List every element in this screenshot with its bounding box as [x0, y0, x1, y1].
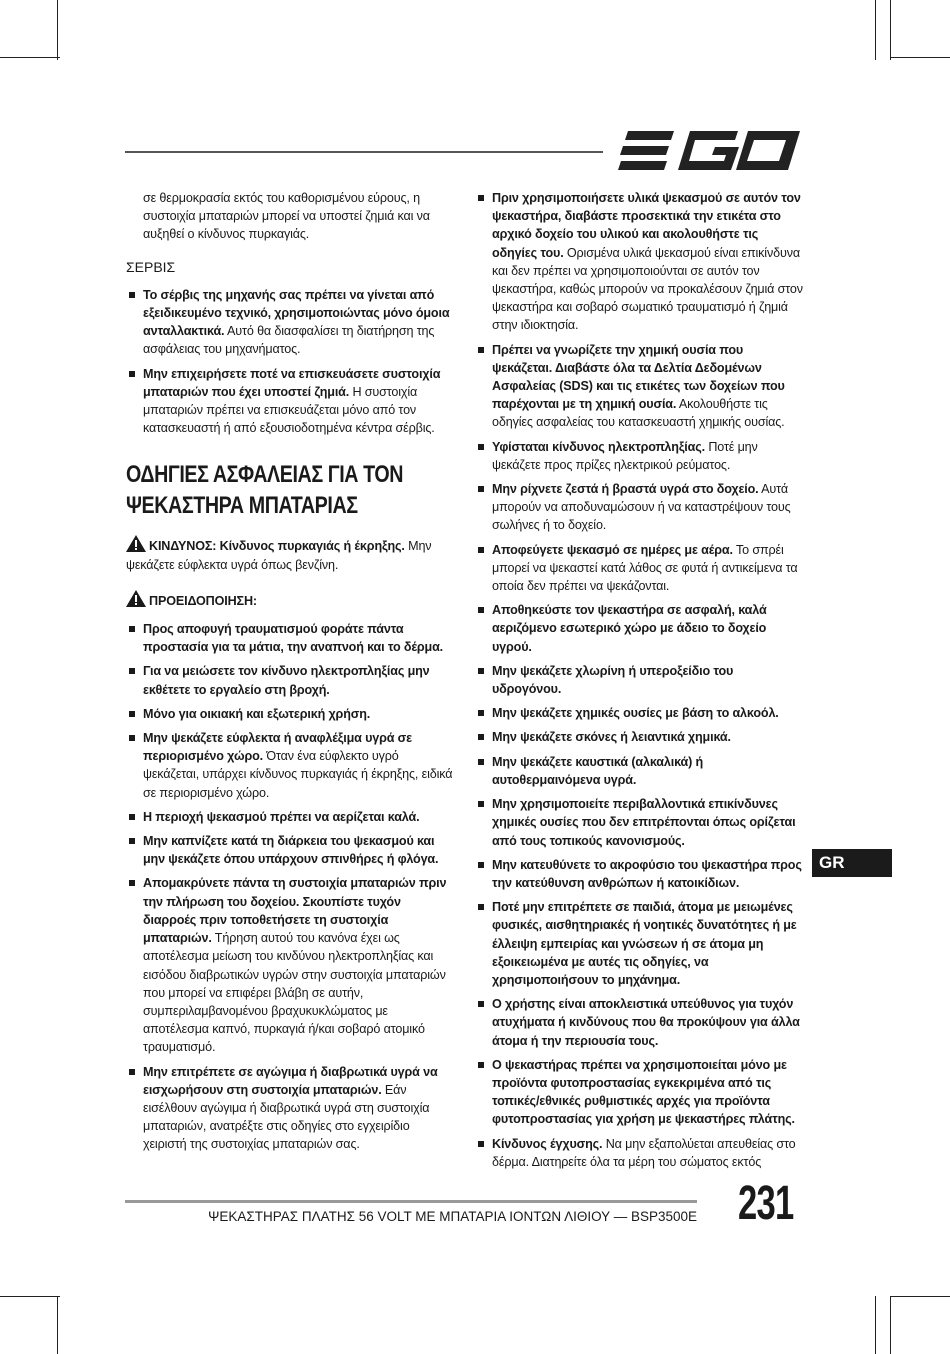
list-item: Προς αποφυγή τραυματισμού φοράτε πάντα προστασία για τα μάτια, την αναπνοή και το δέρμα.: [126, 620, 456, 656]
bullet-icon: [478, 607, 484, 613]
bullet-icon: [478, 347, 484, 353]
list-item: Απομακρύνετε πάντα τη συστοιχία μπαταριών πριν την πλήρωση του δοχείου. Σκουπίστε τυχόν διαρροές πριν τοποθετήσετε τη συστοιχία μπαταριών. Τήρηση αυτού του κανόνα έχει ως αποτέλεσμα μείωση του κινδύνου ηλεκτροπληξίας και εισόδου διαβρωτικών υγρών στην συστοιχία μπαταριών που μπορεί να επιφέρει βλάβη σε αυτήν, συμπεριλαμβανομένου βραχυκυκλώματος με αποτέλεσμα καπνό, πυρκαγιά ή/και σοβαρό ατομικό τραυματισμό.: [126, 874, 456, 1056]
list-item: Μην ψεκάζετε χημικές ουσίες με βάση το αλκοόλ.: [475, 704, 805, 722]
left-column: [126, 189, 456, 1160]
bullet-icon: [478, 759, 484, 765]
list-item: Μην επιχειρήσετε ποτέ να επισκευάσετε συστοιχία μπαταριών που έχει υποστεί ζημιά. Η συστοιχία μπαταριών πρέπει να επισκευάζεται μόνο από τον κατασκευαστή ή από εξουσιοδοτημένα κέντρα σέρβις.: [126, 365, 456, 438]
page-number: 231: [738, 1177, 794, 1230]
list-item: Η περιοχή ψεκασμού πρέπει να αερίζεται καλά.: [126, 808, 456, 826]
list-item: Μόνο για οικιακή και εξωτερική χρήση.: [126, 705, 456, 723]
intro-paragraph: σε θερμοκρασία εκτός του καθορισμένου εύρους, η συστοιχία μπαταριών μπορεί να υποστεί ζημιά και να αυξηθεί ο κίνδυνος πυρκαγιάς.: [143, 191, 430, 242]
warning-triangle-icon: [126, 535, 146, 552]
list-item: Το σέρβις της μηχανής σας πρέπει να γίνεται από εξειδικευμένο τεχνικό, χρησιμοποιώντας μόνο όμοια ανταλλακτικά. Αυτό θα διασφαλίσει τη διατήρηση της ασφάλειας του μηχανήματος.: [126, 286, 456, 359]
list-item: Κίνδυνος έγχυσης. Να μην εξαπολύεται απευθείας στο δέρμα. Διατηρείτε όλα τα μέρη του σώματος εκτός: [475, 1135, 805, 1171]
warning-triangle-icon: [126, 590, 146, 607]
footer-rule: [125, 1200, 697, 1203]
bullet-icon: [129, 880, 135, 886]
crop-mark: [890, 1296, 891, 1354]
header-rule: [125, 151, 603, 153]
list-item: Μην κατευθύνετε το ακροφύσιο του ψεκαστήρα προς την κατεύθυνση ανθρώπων ή κατοικίδιων.: [475, 856, 805, 892]
bullet-icon: [478, 801, 484, 807]
danger-notice: ΚΙΝΔΥΝΟΣ: Κίνδυνος πυρκαγιάς ή έκρηξης. Μην ψεκάζετε εύφλεκτα υγρά όπως βενζίνη.: [126, 535, 456, 573]
list-item: Μην χρησιμοποιείτε περιβαλλοντικά επικίνδυνες χημικές ουσίες που δεν επιτρέπονται όπως ορίζεται από τους τοπικούς κανονισμούς.: [475, 795, 805, 850]
language-tab: GR: [812, 849, 892, 877]
warning-header: ΠΡΟΕΙΔΟΠΟΙΗΣΗ:: [126, 590, 456, 610]
bullet-icon: [478, 1062, 484, 1068]
list-item: Ποτέ μην επιτρέπετε σε παιδιά, άτομα με μειωμένες φυσικές, αισθητηριακές ή νοητικές δυνατότητες ή με έλλειψη εμπειρίας και γνώσεων ή σε άτομα μη εξοικειωμένα με αυτές τις οδηγίες, να χρησιμοποιήσουν το μηχάνημα.: [475, 898, 805, 989]
bullet-icon: [129, 371, 135, 377]
list-item: Αποθηκεύστε τον ψεκαστήρα σε ασφαλή, καλά αεριζόμενο εσωτερικό χώρο με άδειο το δοχείο υγρού.: [475, 601, 805, 656]
bullet-icon: [478, 862, 484, 868]
right-column: [475, 189, 805, 1177]
crop-mark: [875, 1296, 876, 1354]
brand-logo: [618, 131, 800, 171]
list-item: Πρέπει να γνωρίζετε την χημική ουσία που ψεκάζεται. Διαβάστε όλα τα Δελτία Δεδομένων Ασφαλείας (SDS) και τις ετικέτες των δοχείων που παρέχονται με τη χημική ουσία. Ακολουθήστε τις οδηγίες ασφαλείας του κατασκευαστή χημικής ουσίας.: [475, 341, 805, 432]
service-heading: ΣΕΡΒΙΣ: [126, 258, 176, 275]
bullet-icon: [478, 1001, 484, 1007]
list-item: Μην ψεκάζετε σκόνες ή λειαντικά χημικά.: [475, 728, 805, 746]
bullet-icon: [478, 444, 484, 450]
bullet-icon: [129, 838, 135, 844]
bullet-icon: [478, 668, 484, 674]
bullet-icon: [478, 734, 484, 740]
list-item: Μην καπνίζετε κατά τη διάρκεια του ψεκασμού και μην ψεκάζετε όπου υπάρχουν σπινθήρες ή φλόγα.: [126, 832, 456, 868]
service-list: [126, 286, 456, 438]
bullet-icon: [478, 195, 484, 201]
bullet-icon: [478, 904, 484, 910]
warning-list: [126, 620, 456, 1153]
list-item: Ο χρήστης είναι αποκλειστικά υπεύθυνος για τυχόν ατυχήματα ή κινδύνους που θα προκύψουν για άλλα άτομα ή την περιουσία τους.: [475, 995, 805, 1050]
footer-title: ΨΕΚΑΣΤΗΡΑΣ ΠΛΑΤΗΣ 56 VOLT ΜΕ ΜΠΑΤΑΡΙΑ ΙΟΝΤΩΝ ΛΙΘΙΟΥ — BSP3500E: [208, 1209, 697, 1224]
bullet-icon: [129, 1069, 135, 1075]
crop-mark: [890, 1296, 950, 1297]
bullet-icon: [478, 1141, 484, 1147]
bullet-icon: [478, 486, 484, 492]
bullet-icon: [129, 292, 135, 298]
bullet-icon: [129, 814, 135, 820]
crop-mark: [890, 0, 891, 60]
list-item: Πριν χρησιμοποιήσετε υλικά ψεκασμού σε αυτόν τον ψεκαστήρα, διαβάστε προσεκτικά την ετικέτα στο αρχικό δοχείο του υλικού και ακολουθήστε τις οδηγίες του. Ορισμένα υλικά ψεκασμού είναι επικίνδυνα και δεν πρέπει να χρησιμοποιούνται σε αυτόν τον ψεκαστήρα, καθώς μπορούν να προκαλέσουν ζημιά στον ψεκαστήρα και σοβαρό σωματικό τραυματισμό ή ζημιά στην ιδιοκτησία.: [475, 189, 805, 335]
bullet-icon: [129, 626, 135, 632]
crop-mark: [57, 1296, 58, 1354]
crop-mark: [890, 57, 950, 58]
section-title: ΟΔΗΓΙΕΣ ΑΣΦΑΛΕΙΑΣ ΓΙΑ ΤΟΝ ΨΕΚΑΣΤΗΡΑ ΜΠΑΤΑΡΙΑΣ: [126, 461, 404, 520]
bullet-icon: [478, 710, 484, 716]
bullet-icon: [129, 735, 135, 741]
crop-mark: [0, 1296, 60, 1297]
list-item: Αποφεύγετε ψεκασμό σε ημέρες με αέρα. Το σπρέι μπορεί να ψεκαστεί κατά λάθος σε φυτά ή αντικείμενα τα οποία δεν πρέπει να ψεκάζονται.: [475, 541, 805, 596]
list-item: Ο ψεκαστήρας πρέπει να χρησιμοποιείται μόνο με προϊόντα φυτοπροστασίας εγκεκριμένα από τις τοπικές/εθνικές ρυθμιστικές αρχές για προϊόντα φυτοπροστασίας για χρήση με ψεκαστήρες πλάτης.: [475, 1056, 805, 1129]
list-item: Μην ψεκάζετε εύφλεκτα ή αναφλέξιμα υγρά σε περιορισμένο χώρο. Όταν ένα εύφλεκτο υγρό ψεκάζεται, υπάρχει κίνδυνος πυρκαγιάς ή έκρηξης, ειδικά σε περιορισμένο χώρο.: [126, 729, 456, 802]
bullet-icon: [129, 711, 135, 717]
crop-mark: [57, 0, 58, 60]
bullet-icon: [478, 547, 484, 553]
crop-mark: [875, 0, 876, 60]
list-item: Μην ψεκάζετε χλωρίνη ή υπεροξείδιο του υδρογόνου.: [475, 662, 805, 698]
list-item: Μην επιτρέπετε σε αγώγιμα ή διαβρωτικά υγρά να εισχωρήσουν στη συστοιχία μπαταριών. Εάν εισέλθουν αγώγιμα ή διαβρωτικά υγρά στη συστοιχία μπαταριών, ανατρέξτε στις οδηγίες στο εγχειρίδιο χειριστή της συστοιχίας μπαταριών σας.: [126, 1063, 456, 1154]
bullet-icon: [129, 668, 135, 674]
list-item: Μην ψεκάζετε καυστικά (αλκαλικά) ή αυτοθερμαινόμενα υγρά.: [475, 753, 805, 789]
list-item: Μην ρίχνετε ζεστά ή βραστά υγρά στο δοχείο. Αυτά μπορούν να αποδυναμώσουν ή να καταστρέψουν τους σωλήνες ή το δοχείο.: [475, 480, 805, 535]
list-item: Για να μειώσετε τον κίνδυνο ηλεκτροπληξίας μην εκθέτετε το εργαλείο στη βροχή.: [126, 662, 456, 698]
list-item: Υφίσταται κίνδυνος ηλεκτροπληξίας. Ποτέ μην ψεκάζετε προς πρίζες ηλεκτρικού ρεύματος.: [475, 438, 805, 474]
crop-mark: [0, 57, 60, 58]
